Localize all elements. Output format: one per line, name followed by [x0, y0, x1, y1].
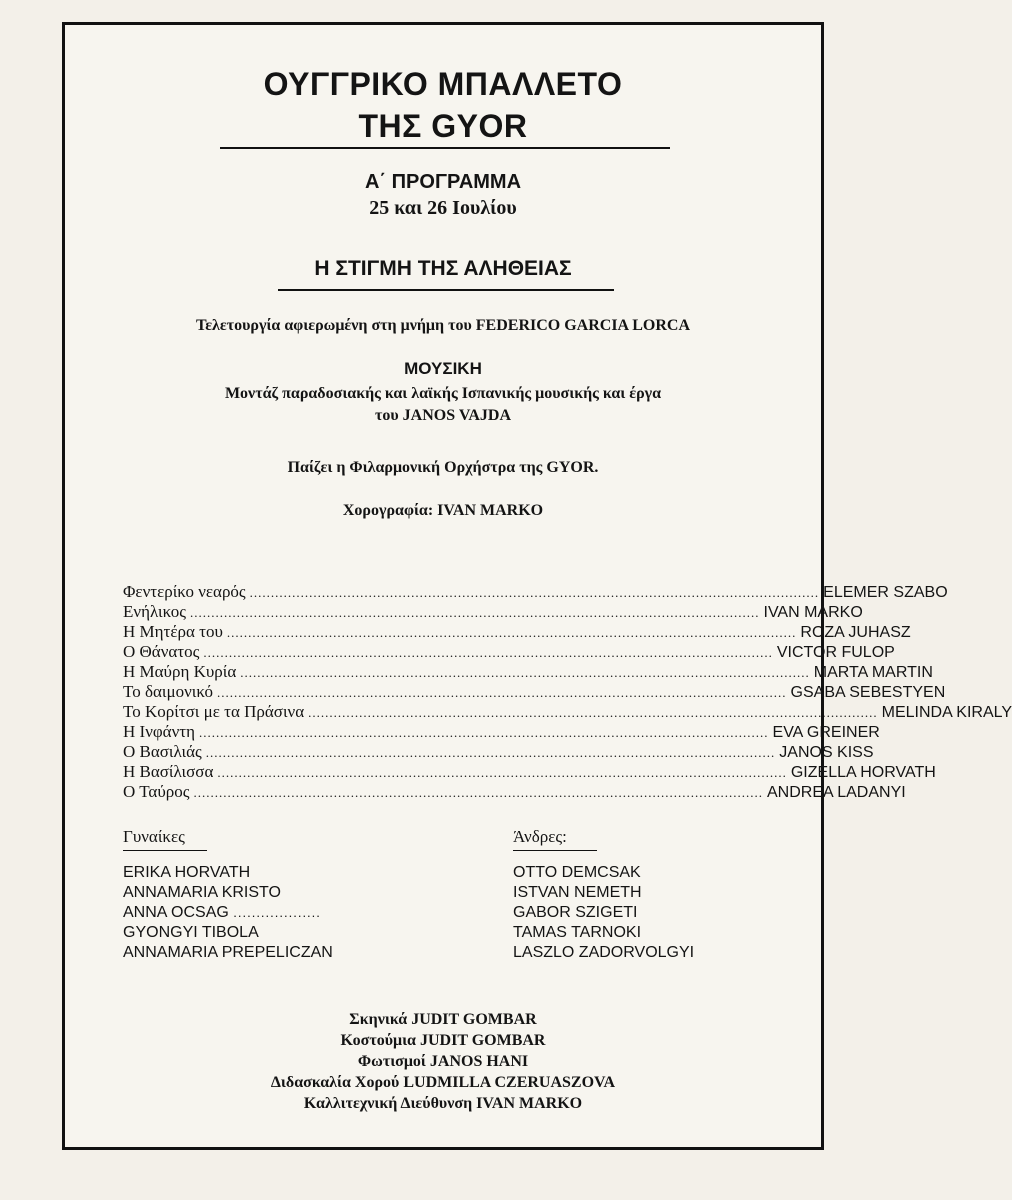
cast-role: Φεντερίκο νεαρός	[123, 582, 246, 601]
cast-role: Ο Θάνατος	[123, 642, 200, 661]
cast-role: Ο Ταύρος	[123, 782, 190, 801]
cast-row	[123, 582, 948, 602]
dot-leader: ......................................................................................................................................	[226, 625, 797, 640]
dot-leader: ...................	[233, 905, 321, 920]
cast-role: Η Μητέρα του	[123, 622, 223, 641]
women-member: GYONGYI TIBOLA	[123, 924, 259, 941]
cast-row	[123, 682, 946, 702]
dot-leader: ......................................................................................................................................	[217, 685, 787, 700]
cast-row	[123, 622, 911, 642]
women-member: ANNAMARIA KRISTO	[123, 884, 281, 901]
men-member: OTTO DEMCSAK	[513, 864, 641, 881]
cast-actor: MARTA MARTIN	[813, 664, 933, 681]
dot-leader: ......................................................................................................................................	[203, 645, 773, 660]
orchestra-credit: Παίζει η Φιλαρμονική Ορχήστρα της GYOR.	[287, 459, 599, 476]
cast-role: Η Μαύρη Κυρία	[123, 662, 237, 681]
dot-leader: ......................................................................................................................................	[249, 585, 820, 600]
dot-leader: ......................................................................................................................................	[308, 705, 878, 720]
credit-sets: Σκηνικά JUDIT GOMBAR	[349, 1011, 537, 1028]
music-heading: ΜΟΥΣΙΚΗ	[404, 359, 482, 378]
credit-costumes: Κοστούμια JUDIT GOMBAR	[340, 1032, 546, 1049]
music-composer: του JANOS VAJDA	[375, 407, 511, 424]
women-member: ANNAMARIA PREPELICZAN	[123, 944, 333, 961]
dot-leader: ......................................................................................................................................	[199, 725, 769, 740]
dot-leader: ......................................................................................................................................	[217, 765, 787, 780]
cast-row	[123, 702, 1012, 722]
cast-role: Ο Βασιλιάς	[123, 742, 202, 761]
dedication: Τελετουργία αφιερωμένη στη μνήμη του FEDERICO GARCIA LORCA	[195, 317, 691, 334]
women-member-name: ANNA OCSAG	[123, 904, 229, 921]
dot-leader: ......................................................................................................................................	[190, 605, 760, 620]
program-label: Α΄ ΠΡΟΓΡΑΜΜΑ	[364, 171, 522, 193]
choreography-credit: Χορογραφία: IVAN MARKO	[342, 502, 544, 519]
men-heading: Άνδρες:	[513, 827, 567, 846]
cast-actor: JANOS KISS	[779, 744, 874, 761]
men-member: TAMAS TARNOKI	[513, 924, 642, 941]
credit-lighting: Φωτισμοί JANOS HANI	[357, 1053, 529, 1070]
men-heading-underline	[513, 850, 597, 851]
cast-actor: VICTOR FULOP	[776, 644, 895, 661]
program-dates: 25 και 26 Ιουλίου	[369, 197, 517, 219]
cast-row	[123, 722, 880, 742]
cast-role: Το Κορίτσι με τα Πράσινα	[123, 702, 305, 721]
cast-actor: ELEMER SZABO	[823, 584, 948, 601]
title-divider	[220, 147, 670, 149]
dot-leader: ......................................................................................................................................	[240, 665, 810, 680]
women-member	[123, 903, 443, 923]
cast-row	[123, 642, 895, 662]
cast-actor: GIZELLA HORVATH	[790, 764, 936, 781]
men-member: GABOR SZIGETI	[513, 904, 638, 921]
cast-role: Το δαιμονικό	[123, 682, 214, 701]
women-list	[123, 863, 443, 963]
cast-actor: ANDREA LADANYI	[766, 784, 906, 801]
work-title: Η ΣΤΙΓΜΗ ΤΗΣ ΑΛΗΘΕΙΑΣ	[314, 257, 572, 280]
cast-actor: MELINDA KIRALY	[881, 704, 1012, 721]
cast-row	[123, 762, 936, 782]
credit-artistic-direction: Καλλιτεχνική Διεύθυνση IVAN MARKO	[303, 1095, 583, 1112]
cast-actor: EVA GREINER	[772, 724, 880, 741]
work-title-underline	[278, 289, 614, 291]
men-list	[513, 863, 783, 963]
company-title-line2: ΤΗΣ GYOR	[358, 108, 528, 144]
credit-dance-teaching: Διδασκαλία Χορού LUDMILLA CZERUASZOVA	[270, 1074, 616, 1091]
women-member: ERIKA HORVATH	[123, 864, 251, 881]
cast-actor: GSABA SEBESTYEN	[790, 684, 946, 701]
production-credits	[65, 1009, 821, 1114]
cast-role: Ενήλικος	[123, 602, 186, 621]
cast-role: Η Ινφάντη	[123, 722, 196, 741]
dot-leader: ......................................................................................................................................	[205, 745, 776, 760]
dot-leader: ......................................................................................................................................	[193, 785, 763, 800]
cast-role: Η Βασίλισσα	[123, 762, 214, 781]
cast-actor: IVAN MARKO	[763, 604, 863, 621]
cast-row	[123, 662, 933, 682]
women-heading-underline	[123, 850, 207, 851]
men-member: LASZLO ZADORVOLGYI	[513, 944, 695, 961]
cast-row	[123, 602, 863, 622]
cast-row	[123, 742, 874, 762]
music-description: Μοντάζ παραδοσιακής και λαϊκής Ισπανικής μουσικής και έργα	[224, 385, 662, 402]
women-heading: Γυναίκες	[123, 827, 185, 846]
program-page-frame	[62, 22, 1012, 1150]
cast-actor: ROZA JUHASZ	[800, 624, 911, 641]
cast-row	[123, 782, 906, 802]
company-title-line1: ΟΥΓΓΡΙΚΟ ΜΠΑΛΛΕΤΟ	[263, 66, 623, 102]
men-member: ISTVAN NEMETH	[513, 884, 642, 901]
